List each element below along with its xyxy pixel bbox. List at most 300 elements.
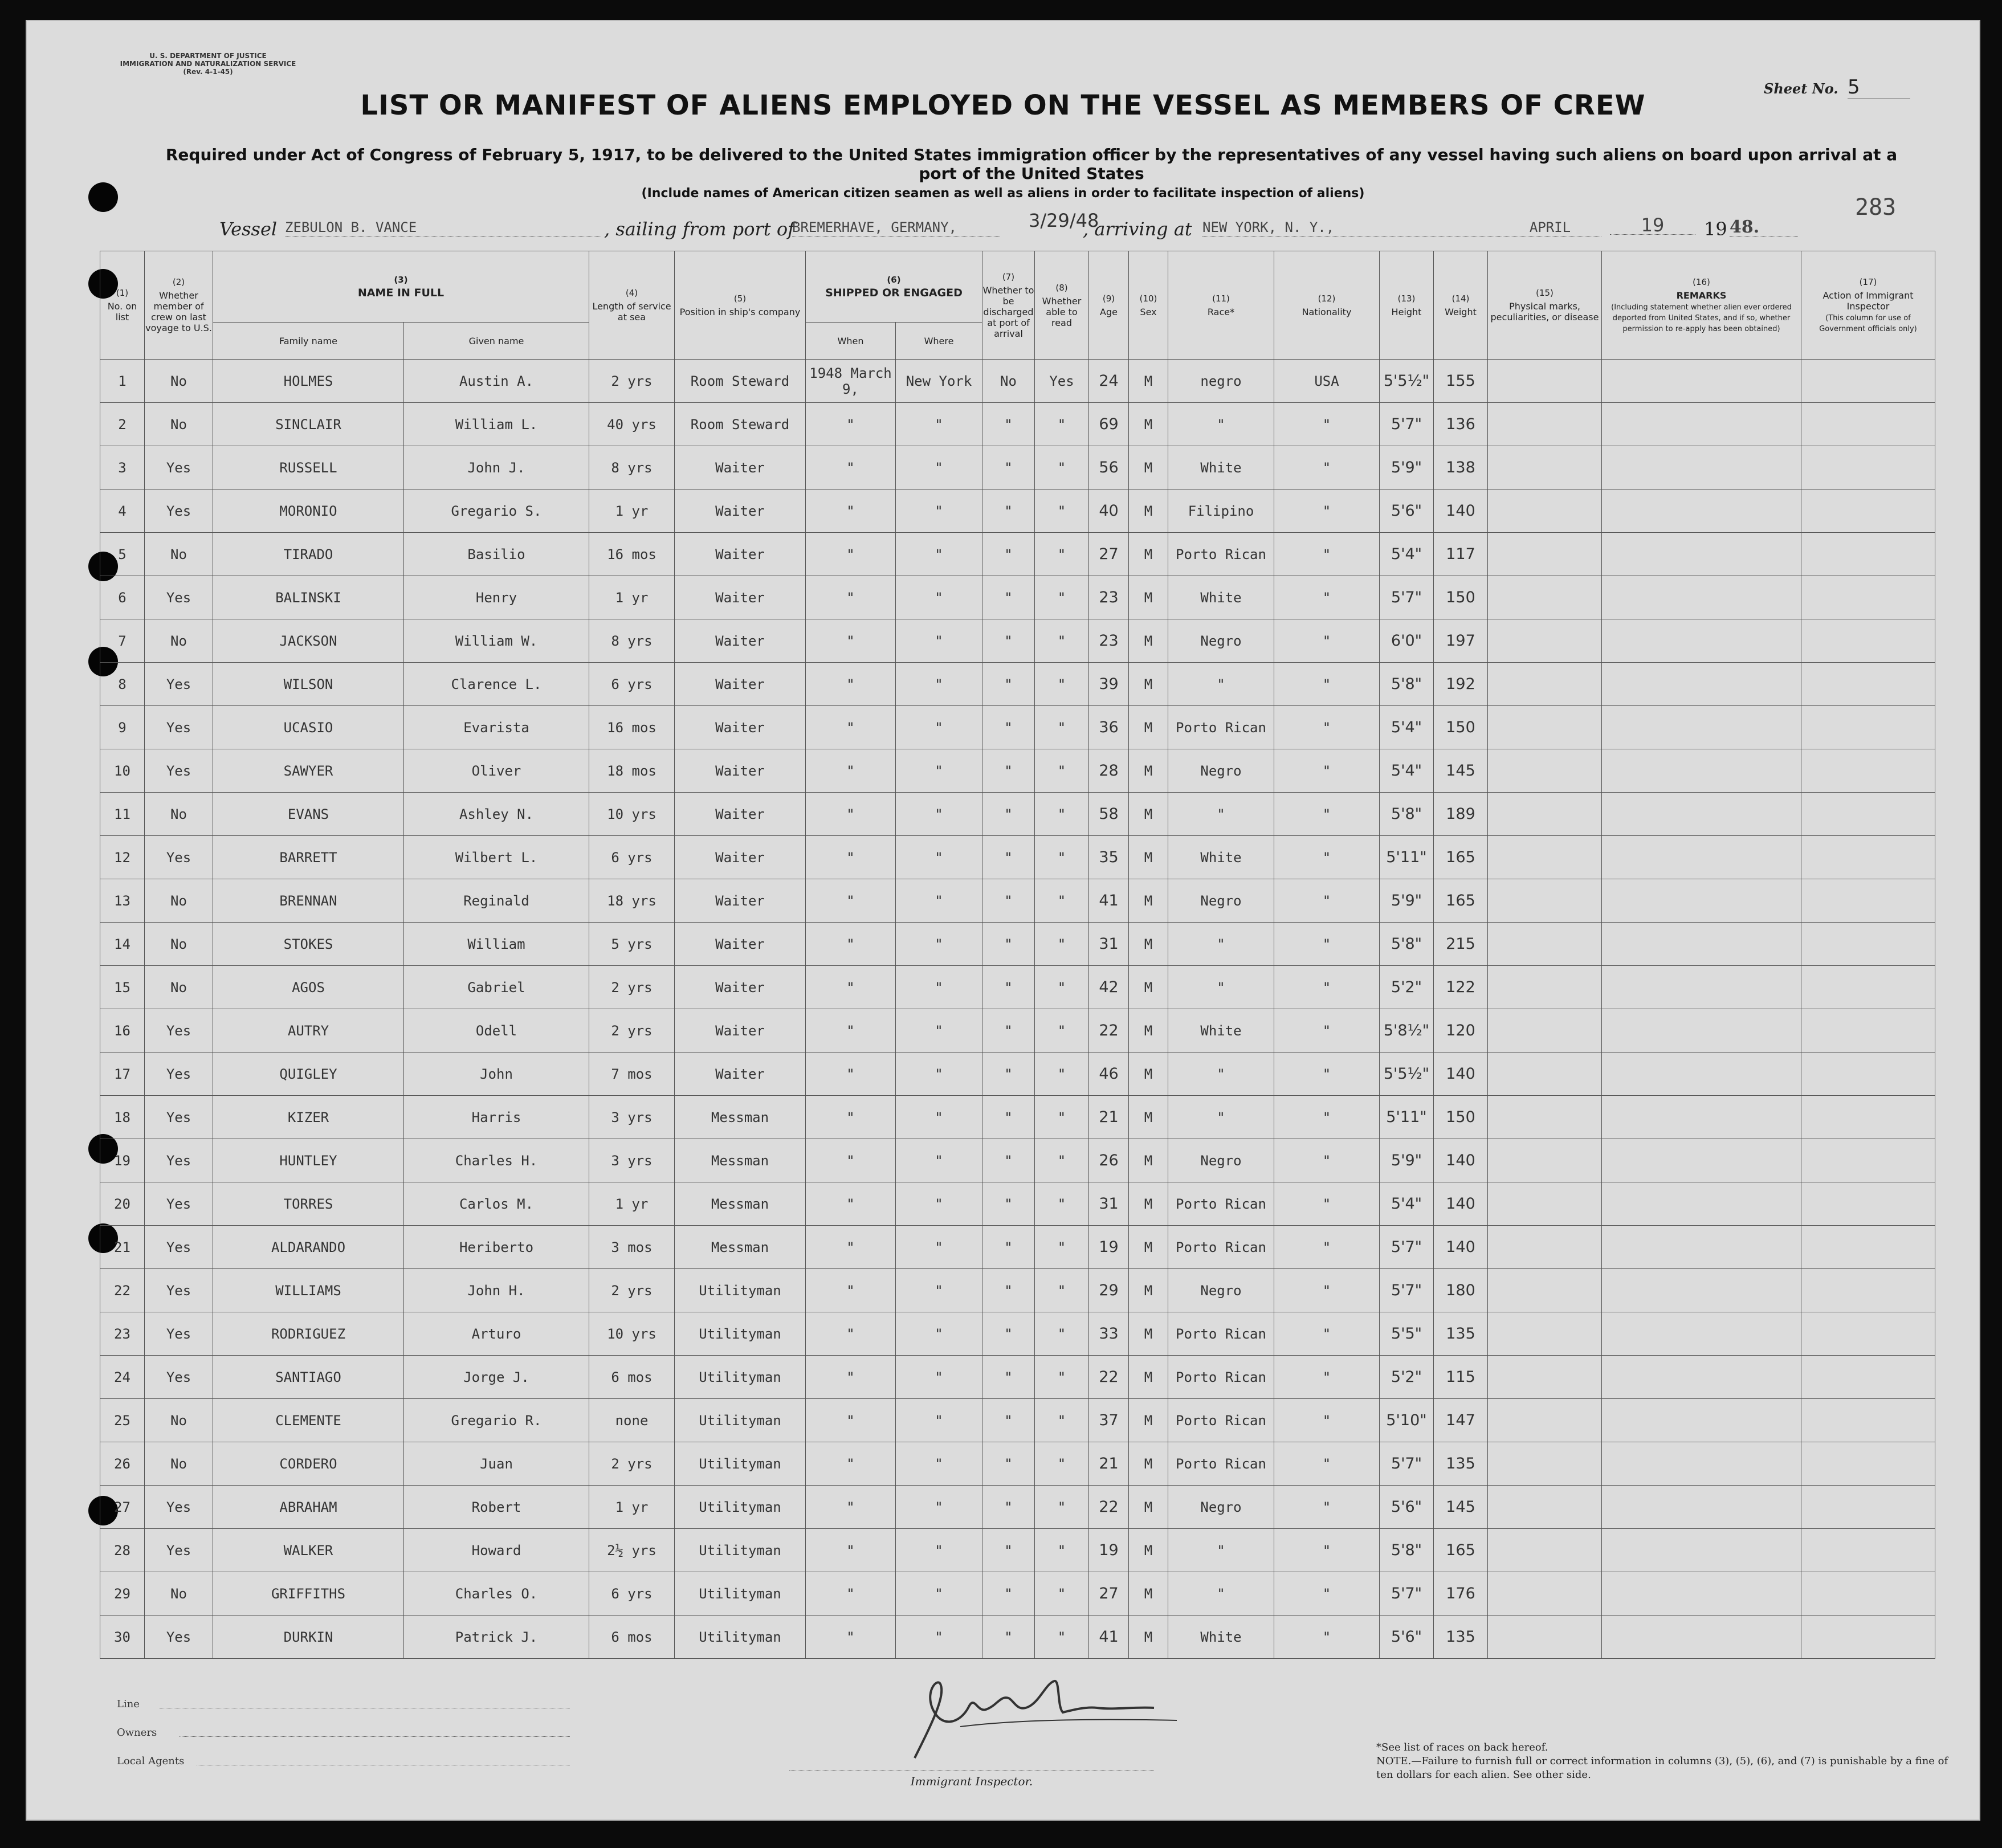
sex-cell: M	[1129, 1572, 1168, 1616]
department-line: IMMIGRATION AND NATURALIZATION SERVICE	[120, 60, 296, 68]
nationality-cell: "	[1274, 1052, 1380, 1096]
given-name-cell: Charles H.	[404, 1139, 589, 1182]
race-cell: Porto Rican	[1168, 1312, 1274, 1356]
service-length-cell: 6 yrs	[589, 663, 675, 706]
sailing-port: BREMERHAVE, GERMANY,	[792, 218, 1000, 237]
race-cell: White	[1168, 1009, 1274, 1052]
shipped-where-cell: "	[896, 1009, 982, 1052]
discharged-cell: "	[982, 1572, 1035, 1616]
inspector-action-cell	[1801, 1356, 1935, 1399]
height-cell: 5'8"	[1380, 793, 1434, 836]
shipped-when-cell: "	[806, 403, 896, 446]
table-row	[100, 1356, 1935, 1399]
nationality-cell: "	[1274, 446, 1380, 489]
shipped-when-cell: "	[806, 533, 896, 576]
shipped-when-cell: "	[806, 1356, 896, 1399]
crew-rows	[100, 360, 1935, 1659]
vessel-label: Vessel	[219, 218, 278, 240]
service-length-cell: 6 yrs	[589, 836, 675, 879]
row-number-cell: 18	[100, 1096, 145, 1139]
row-number-cell: 26	[100, 1442, 145, 1486]
sex-cell: M	[1129, 619, 1168, 663]
physical-marks-cell	[1488, 706, 1602, 749]
weight-cell: 115	[1434, 1356, 1488, 1399]
given-name-cell: William	[404, 923, 589, 966]
col-read-header: (8) Whether able to read	[1035, 251, 1089, 360]
remarks-cell	[1602, 793, 1801, 836]
inspector-action-cell	[1801, 619, 1935, 663]
discharged-cell: "	[982, 533, 1035, 576]
position-cell: Messman	[675, 1139, 806, 1182]
inspector-action-cell	[1801, 533, 1935, 576]
nationality-cell: "	[1274, 663, 1380, 706]
shipped-where-cell: "	[896, 1442, 982, 1486]
discharged-cell: "	[982, 1399, 1035, 1442]
row-number-cell: 25	[100, 1399, 145, 1442]
family-name-cell: RUSSELL	[213, 446, 404, 489]
remarks-cell	[1602, 836, 1801, 879]
sex-cell: M	[1129, 489, 1168, 533]
able-to-read-cell: "	[1035, 923, 1089, 966]
row-number-cell: 23	[100, 1312, 145, 1356]
sex-cell: M	[1129, 1182, 1168, 1226]
family-name-cell: HOLMES	[213, 360, 404, 403]
weight-cell: 140	[1434, 1139, 1488, 1182]
discharged-cell: "	[982, 1009, 1035, 1052]
weight-cell: 136	[1434, 403, 1488, 446]
family-name-cell: TIRADO	[213, 533, 404, 576]
col-service-header: (4) Length of service at sea	[589, 251, 675, 360]
race-cell: Porto Rican	[1168, 1399, 1274, 1442]
table-row	[100, 749, 1935, 793]
nationality-cell: "	[1274, 489, 1380, 533]
discharged-cell: "	[982, 1052, 1035, 1096]
service-length-cell: 2 yrs	[589, 966, 675, 1009]
physical-marks-cell	[1488, 1009, 1602, 1052]
row-number-cell: 10	[100, 749, 145, 793]
weight-cell: 197	[1434, 619, 1488, 663]
able-to-read-cell: "	[1035, 489, 1089, 533]
weight-cell: 145	[1434, 1486, 1488, 1529]
weight-cell: 150	[1434, 1096, 1488, 1139]
row-number-cell: 21	[100, 1226, 145, 1269]
inspector-action-cell	[1801, 1269, 1935, 1312]
service-length-cell: 18 yrs	[589, 879, 675, 923]
table-row	[100, 1572, 1935, 1616]
prev-voyage-cell: No	[145, 1399, 213, 1442]
race-cell: "	[1168, 1052, 1274, 1096]
shipped-where-cell: "	[896, 1312, 982, 1356]
row-number-cell: 8	[100, 663, 145, 706]
col-marks-header: (15) Physical marks, peculiarities, or disease	[1488, 251, 1602, 360]
inspector-signature	[892, 1672, 1188, 1769]
position-cell: Utilityman	[675, 1312, 806, 1356]
nationality-cell: "	[1274, 1486, 1380, 1529]
shipped-where-cell: "	[896, 619, 982, 663]
able-to-read-cell: "	[1035, 533, 1089, 576]
shipped-where-cell: "	[896, 1052, 982, 1096]
remarks-cell	[1602, 1486, 1801, 1529]
discharged-cell: "	[982, 1096, 1035, 1139]
sheet-number-value: 5	[1848, 76, 1910, 99]
physical-marks-cell	[1488, 966, 1602, 1009]
discharged-cell: "	[982, 446, 1035, 489]
position-cell: Utilityman	[675, 1616, 806, 1659]
weight-cell: 138	[1434, 446, 1488, 489]
nationality-cell: "	[1274, 1399, 1380, 1442]
able-to-read-cell: "	[1035, 1226, 1089, 1269]
table-row	[100, 706, 1935, 749]
nationality-cell: "	[1274, 706, 1380, 749]
height-cell: 5'8"	[1380, 663, 1434, 706]
shipped-when-cell: "	[806, 619, 896, 663]
inspector-action-cell	[1801, 1096, 1935, 1139]
given-name-cell: Robert	[404, 1486, 589, 1529]
given-name-cell: Jorge J.	[404, 1356, 589, 1399]
sex-cell: M	[1129, 966, 1168, 1009]
nationality-cell: "	[1274, 793, 1380, 836]
row-number-cell: 3	[100, 446, 145, 489]
sex-cell: M	[1129, 1529, 1168, 1572]
position-cell: Waiter	[675, 793, 806, 836]
shipped-when-cell: "	[806, 1182, 896, 1226]
shipped-when-cell: "	[806, 923, 896, 966]
shipped-when-cell: "	[806, 1226, 896, 1269]
discharged-cell: "	[982, 619, 1035, 663]
prev-voyage-cell: No	[145, 619, 213, 663]
position-cell: Waiter	[675, 706, 806, 749]
given-name-cell: Evarista	[404, 706, 589, 749]
service-length-cell: 6 mos	[589, 1616, 675, 1659]
table-row	[100, 489, 1935, 533]
service-length-cell: 40 yrs	[589, 403, 675, 446]
given-name-cell: Wilbert L.	[404, 836, 589, 879]
weight-cell: 122	[1434, 966, 1488, 1009]
position-cell: Waiter	[675, 489, 806, 533]
family-name-cell: BRENNAN	[213, 879, 404, 923]
able-to-read-cell: "	[1035, 403, 1089, 446]
family-name-cell: RODRIGUEZ	[213, 1312, 404, 1356]
service-length-cell: 10 yrs	[589, 793, 675, 836]
sex-cell: M	[1129, 576, 1168, 619]
table-row	[100, 533, 1935, 576]
physical-marks-cell	[1488, 1269, 1602, 1312]
position-cell: Utilityman	[675, 1486, 806, 1529]
discharged-cell: "	[982, 1182, 1035, 1226]
shipped-where-cell: "	[896, 836, 982, 879]
weight-cell: 135	[1434, 1312, 1488, 1356]
service-length-cell: none	[589, 1399, 675, 1442]
height-cell: 5'5½"	[1380, 1052, 1434, 1096]
sex-cell: M	[1129, 706, 1168, 749]
height-cell: 5'8"	[1380, 923, 1434, 966]
weight-cell: 140	[1434, 1052, 1488, 1096]
physical-marks-cell	[1488, 836, 1602, 879]
crew-manifest-table	[100, 251, 1935, 1659]
service-length-cell: 1 yr	[589, 1182, 675, 1226]
height-cell: 5'5½"	[1380, 360, 1434, 403]
sex-cell: M	[1129, 663, 1168, 706]
height-cell: 5'7"	[1380, 1269, 1434, 1312]
weight-cell: 140	[1434, 1182, 1488, 1226]
age-cell: 35	[1089, 836, 1129, 879]
weight-cell: 176	[1434, 1572, 1488, 1616]
family-name-cell: GRIFFITHS	[213, 1572, 404, 1616]
position-cell: Utilityman	[675, 1529, 806, 1572]
shipped-where-cell: "	[896, 1486, 982, 1529]
height-cell: 5'10"	[1380, 1399, 1434, 1442]
nationality-cell: "	[1274, 1442, 1380, 1486]
shipped-where-cell: "	[896, 1182, 982, 1226]
physical-marks-cell	[1488, 576, 1602, 619]
age-cell: 21	[1089, 1442, 1129, 1486]
physical-marks-cell	[1488, 1356, 1602, 1399]
age-cell: 41	[1089, 1616, 1129, 1659]
inspector-action-cell	[1801, 1052, 1935, 1096]
discharged-cell: "	[982, 1312, 1035, 1356]
manifest-page	[26, 20, 1980, 1821]
inspector-action-cell	[1801, 1529, 1935, 1572]
col-given-name-header: Given name	[404, 323, 589, 360]
service-length-cell: 16 mos	[589, 706, 675, 749]
weight-cell: 140	[1434, 1226, 1488, 1269]
age-cell: 21	[1089, 1096, 1129, 1139]
sex-cell: M	[1129, 1616, 1168, 1659]
service-length-cell: 8 yrs	[589, 619, 675, 663]
table-row	[100, 1616, 1935, 1659]
sailing-date: 3/29/48	[1029, 210, 1099, 231]
inspector-action-cell	[1801, 663, 1935, 706]
age-cell: 36	[1089, 706, 1129, 749]
row-number-cell: 29	[100, 1572, 145, 1616]
position-cell: Waiter	[675, 836, 806, 879]
table-row	[100, 619, 1935, 663]
age-cell: 27	[1089, 1572, 1129, 1616]
remarks-cell	[1602, 1356, 1801, 1399]
service-length-cell: 1 yr	[589, 576, 675, 619]
inspector-action-cell	[1801, 403, 1935, 446]
shipped-when-cell: "	[806, 1009, 896, 1052]
row-number-cell: 28	[100, 1529, 145, 1572]
physical-marks-cell	[1488, 1182, 1602, 1226]
height-cell: 5'11"	[1380, 836, 1434, 879]
age-cell: 23	[1089, 619, 1129, 663]
remarks-cell	[1602, 1182, 1801, 1226]
given-name-cell: Arturo	[404, 1312, 589, 1356]
race-cell: White	[1168, 576, 1274, 619]
able-to-read-cell: "	[1035, 793, 1089, 836]
family-name-cell: WILSON	[213, 663, 404, 706]
sex-cell: M	[1129, 1399, 1168, 1442]
discharged-cell: "	[982, 1529, 1035, 1572]
height-cell: 5'7"	[1380, 1226, 1434, 1269]
height-cell: 5'7"	[1380, 1442, 1434, 1486]
shipped-when-cell: "	[806, 1529, 896, 1572]
height-cell: 5'4"	[1380, 706, 1434, 749]
row-number-cell: 14	[100, 923, 145, 966]
height-cell: 5'8"	[1380, 1529, 1434, 1572]
shipped-when-cell: "	[806, 879, 896, 923]
height-cell: 5'7"	[1380, 403, 1434, 446]
weight-cell: 155	[1434, 360, 1488, 403]
col-family-name-header: Family name	[213, 323, 404, 360]
table-row	[100, 923, 1935, 966]
row-number-cell: 6	[100, 576, 145, 619]
prev-voyage-cell: Yes	[145, 1529, 213, 1572]
family-name-cell: SINCLAIR	[213, 403, 404, 446]
height-cell: 5'7"	[1380, 1572, 1434, 1616]
service-length-cell: 2 yrs	[589, 1442, 675, 1486]
able-to-read-cell: "	[1035, 1182, 1089, 1226]
agents-label: Local Agents	[117, 1755, 185, 1767]
nationality-cell: "	[1274, 749, 1380, 793]
shipped-when-cell: "	[806, 1139, 896, 1182]
remarks-cell	[1602, 1226, 1801, 1269]
table-row	[100, 1009, 1935, 1052]
physical-marks-cell	[1488, 1052, 1602, 1096]
height-cell: 5'6"	[1380, 489, 1434, 533]
position-cell: Waiter	[675, 1009, 806, 1052]
table-row	[100, 793, 1935, 836]
given-name-cell: Odell	[404, 1009, 589, 1052]
row-number-cell: 30	[100, 1616, 145, 1659]
inspector-action-cell	[1801, 1572, 1935, 1616]
discharged-cell: "	[982, 749, 1035, 793]
given-name-cell: Charles O.	[404, 1572, 589, 1616]
col-nationality-header: (12) Nationality	[1274, 251, 1380, 360]
department-line: (Rev. 4-1-45)	[183, 68, 233, 76]
age-cell: 22	[1089, 1356, 1129, 1399]
given-name-cell: Howard	[404, 1529, 589, 1572]
position-cell: Messman	[675, 1096, 806, 1139]
able-to-read-cell: "	[1035, 1052, 1089, 1096]
row-number-cell: 27	[100, 1486, 145, 1529]
row-number-cell: 7	[100, 619, 145, 663]
nationality-cell: "	[1274, 1529, 1380, 1572]
given-name-cell: Harris	[404, 1096, 589, 1139]
discharged-cell: "	[982, 1269, 1035, 1312]
nationality-cell: "	[1274, 1356, 1380, 1399]
col-when-header: When	[806, 323, 896, 360]
able-to-read-cell: "	[1035, 1312, 1089, 1356]
nationality-cell: "	[1274, 923, 1380, 966]
family-name-cell: AGOS	[213, 966, 404, 1009]
nationality-cell: "	[1274, 1226, 1380, 1269]
col-discharged-header: (7) Whether to be discharged at port of arrival	[982, 251, 1035, 360]
remarks-cell	[1602, 1529, 1801, 1572]
age-cell: 19	[1089, 1529, 1129, 1572]
physical-marks-cell	[1488, 1616, 1602, 1659]
page-subtitle: Required under Act of Congress of February 5, 1917, to be delivered to the United States immigration officer by the representatives of any vessel having such aliens on board upon arrival at a port of the United States	[165, 145, 1898, 183]
able-to-read-cell: "	[1035, 1529, 1089, 1572]
age-cell: 26	[1089, 1139, 1129, 1182]
remarks-cell	[1602, 1269, 1801, 1312]
prev-voyage-cell: No	[145, 793, 213, 836]
shipped-where-cell: "	[896, 923, 982, 966]
row-number-cell: 15	[100, 966, 145, 1009]
shipped-when-cell: "	[806, 1269, 896, 1312]
inspector-action-cell	[1801, 1312, 1935, 1356]
given-name-cell: Carlos M.	[404, 1182, 589, 1226]
nationality-cell: "	[1274, 1182, 1380, 1226]
remarks-cell	[1602, 1399, 1801, 1442]
discharged-cell: "	[982, 966, 1035, 1009]
row-number-cell: 12	[100, 836, 145, 879]
physical-marks-cell	[1488, 403, 1602, 446]
race-cell: "	[1168, 1096, 1274, 1139]
given-name-cell: William W.	[404, 619, 589, 663]
remarks-cell	[1602, 966, 1801, 1009]
prev-voyage-cell: Yes	[145, 1182, 213, 1226]
shipped-where-cell: "	[896, 1139, 982, 1182]
prev-voyage-cell: Yes	[145, 1052, 213, 1096]
given-name-cell: Austin A.	[404, 360, 589, 403]
race-cell: White	[1168, 446, 1274, 489]
discharged-cell: "	[982, 576, 1035, 619]
family-name-cell: MORONIO	[213, 489, 404, 533]
sex-cell: M	[1129, 446, 1168, 489]
position-cell: Waiter	[675, 533, 806, 576]
discharged-cell: "	[982, 836, 1035, 879]
discharged-cell: "	[982, 1139, 1035, 1182]
shipped-where-cell: "	[896, 1529, 982, 1572]
remarks-cell	[1602, 1052, 1801, 1096]
age-cell: 56	[1089, 446, 1129, 489]
race-cell: White	[1168, 836, 1274, 879]
race-cell: Porto Rican	[1168, 706, 1274, 749]
age-cell: 27	[1089, 533, 1129, 576]
service-length-cell: 2 yrs	[589, 1009, 675, 1052]
sex-cell: M	[1129, 1269, 1168, 1312]
inspector-action-cell	[1801, 923, 1935, 966]
prev-voyage-cell: Yes	[145, 1226, 213, 1269]
table-row	[100, 1529, 1935, 1572]
shipped-when-cell: "	[806, 1572, 896, 1616]
able-to-read-cell: "	[1035, 966, 1089, 1009]
shipped-when-cell: "	[806, 706, 896, 749]
inspector-action-cell	[1801, 966, 1935, 1009]
physical-marks-cell	[1488, 1442, 1602, 1486]
shipped-where-cell: "	[896, 576, 982, 619]
inspector-action-cell	[1801, 1182, 1935, 1226]
inspector-action-cell	[1801, 1442, 1935, 1486]
sheet-label: Sheet No.	[1764, 80, 1838, 97]
age-cell: 33	[1089, 1312, 1129, 1356]
able-to-read-cell: "	[1035, 1009, 1089, 1052]
inspector-action-cell	[1801, 879, 1935, 923]
race-cell: "	[1168, 793, 1274, 836]
family-name-cell: ALDARANDO	[213, 1226, 404, 1269]
family-name-cell: STOKES	[213, 923, 404, 966]
remarks-cell	[1602, 1096, 1801, 1139]
service-length-cell: 7 mos	[589, 1052, 675, 1096]
nationality-cell: "	[1274, 1572, 1380, 1616]
remarks-cell	[1602, 749, 1801, 793]
given-name-cell: Ashley N.	[404, 793, 589, 836]
able-to-read-cell: "	[1035, 576, 1089, 619]
prev-voyage-cell: No	[145, 923, 213, 966]
sex-cell: M	[1129, 1096, 1168, 1139]
races-note: *See list of races on back hereof.	[1376, 1741, 1548, 1753]
discharged-cell: "	[982, 403, 1035, 446]
age-cell: 29	[1089, 1269, 1129, 1312]
race-cell: Negro	[1168, 1139, 1274, 1182]
age-cell: 23	[1089, 576, 1129, 619]
prev-voyage-cell: Yes	[145, 706, 213, 749]
race-cell: Porto Rican	[1168, 1182, 1274, 1226]
given-name-cell: Henry	[404, 576, 589, 619]
service-length-cell: 6 mos	[589, 1356, 675, 1399]
